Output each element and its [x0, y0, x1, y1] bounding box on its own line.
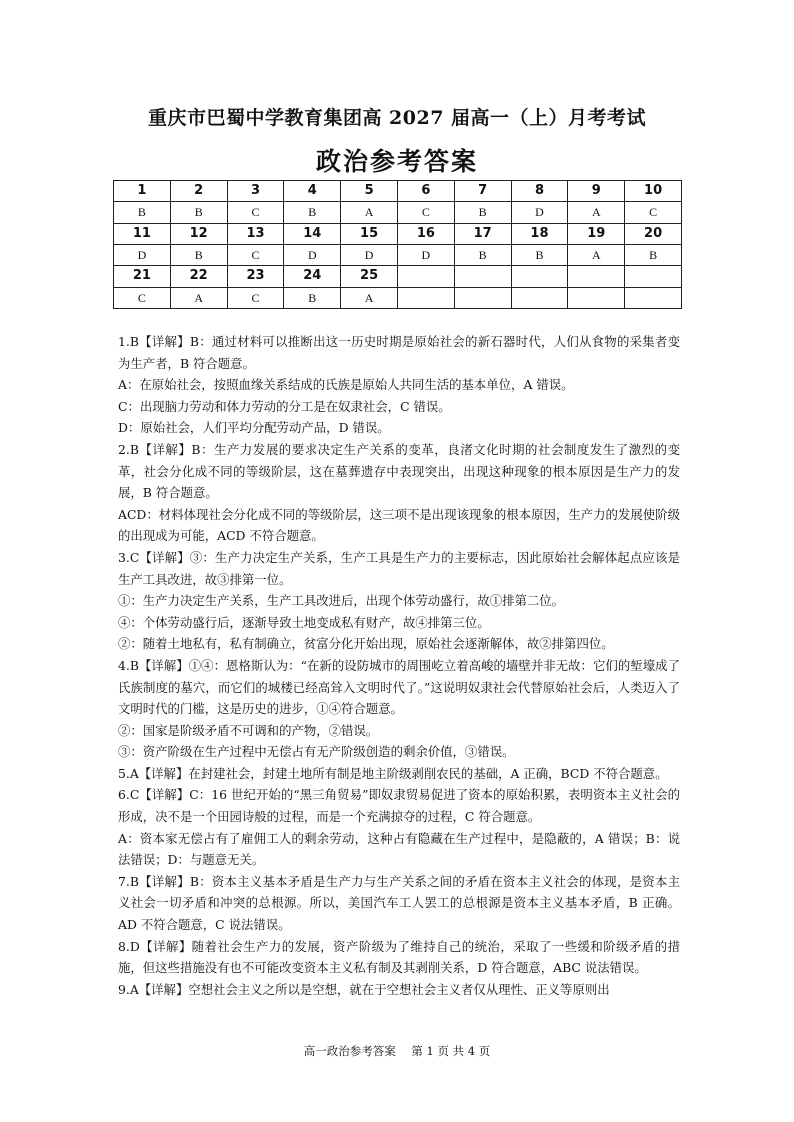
- question-number-cell: 1: [114, 181, 171, 202]
- explanations-section: [118, 331, 680, 1000]
- answer-cell: [625, 287, 682, 308]
- answer-cell: A: [170, 287, 227, 308]
- question-number-cell: 9: [568, 181, 625, 202]
- question-number-cell: 3: [227, 181, 284, 202]
- question-number-cell: 24: [284, 266, 341, 287]
- question-number-cell: 17: [454, 223, 511, 244]
- answer-cell: B: [454, 244, 511, 265]
- answer-cell: [397, 287, 454, 308]
- question-number-cell: [397, 266, 454, 287]
- question-number-cell: 10: [625, 181, 682, 202]
- answer-cell: [511, 287, 568, 308]
- answer-cell: D: [397, 244, 454, 265]
- explanation-paragraph: 8.D【详解】随着社会生产力的发展，资产阶级为了维持自己的统治，采取了一些缓和阶级矛盾的措施，但这些措施没有也不可能改变资本主义私有制及其剥削关系，D 符合题意，ABC 说法错误。: [118, 938, 680, 976]
- answer-cell: B: [284, 202, 341, 223]
- explanation-paragraph: 5.A【详解】在封建社会，封建土地所有制是地主阶级剥削农民的基础，A 正确，BCD 不符合题意。: [118, 765, 668, 781]
- question-number-row: [114, 223, 682, 244]
- explanation-paragraph: D：原始社会，人们平均分配劳动产品，D 错误。: [118, 420, 390, 436]
- answer-cell: C: [114, 287, 171, 308]
- answer-cell: D: [511, 202, 568, 223]
- question-number-cell: 15: [341, 223, 398, 244]
- question-number-cell: 18: [511, 223, 568, 244]
- answer-cell: [454, 287, 511, 308]
- answer-cell: C: [227, 244, 284, 265]
- answer-cell: B: [625, 244, 682, 265]
- question-number-cell: 5: [341, 181, 398, 202]
- question-number-cell: 12: [170, 223, 227, 244]
- question-number-cell: [568, 266, 625, 287]
- explanation-paragraph: 4.B【详解】①④：恩格斯认为：“在新的设防城市的周围屹立着高峻的墙壁并非无故：它们的堑壕成了氏族制度的墓穴，而它们的城楼已经高耸入文明时代了。”这说明奴隶社会代替原始社会后，人类迈入了文明时代的门槛，这是历史的进步，①④符合题意。: [118, 657, 680, 717]
- footer-page-number: 第 1 页 共 4 页: [411, 1044, 491, 1058]
- document-title: 重庆市巴蜀中学教育集团高 2027 届高一（上）月考考试: [147, 107, 647, 129]
- answer-row: [114, 244, 682, 265]
- explanation-paragraph: ②：国家是阶级矛盾不可调和的产物，②错误。: [118, 722, 379, 738]
- explanation-paragraph: ③：资产阶级在生产过程中无偿占有无产阶级创造的剩余价值，③错误。: [118, 744, 515, 760]
- question-number-cell: 16: [397, 223, 454, 244]
- question-number-cell: 23: [227, 266, 284, 287]
- question-number-cell: 20: [625, 223, 682, 244]
- question-number-row: [114, 181, 682, 202]
- question-number-cell: 19: [568, 223, 625, 244]
- question-number-cell: 13: [227, 223, 284, 244]
- answer-cell: C: [625, 202, 682, 223]
- answer-cell: D: [341, 244, 398, 265]
- answer-cell: D: [284, 244, 341, 265]
- answer-cell: B: [170, 202, 227, 223]
- question-number-cell: 22: [170, 266, 227, 287]
- explanation-paragraph: ①：生产力决定生产关系，生产工具改进后，出现个体劳动盛行，故①排第二位。: [118, 593, 565, 609]
- answer-cell: A: [568, 244, 625, 265]
- explanation-paragraph: 1.B【详解】B：通过材料可以推断出这一历史时期是原始社会的新石器时代，人们从食物的采集者变为生产者，B 符合题意。: [118, 334, 680, 371]
- answer-cell: C: [227, 287, 284, 308]
- explanation-paragraph: 6.C【详解】C：16 世纪开始的“黑三角贸易”即奴隶贸易促进了资本的原始积累，表明资本主义社会的形成，决不是一个田园诗般的过程，而是一个充满掠夺的过程，C 符合题意。: [118, 787, 680, 825]
- explanation-paragraph: ④：个体劳动盛行后，逐渐导致土地变成私有财产，故④排第三位。: [118, 614, 490, 630]
- answer-cell: C: [227, 202, 284, 223]
- document-subtitle: 政治参考答案: [315, 147, 478, 176]
- answer-cell: D: [114, 244, 171, 265]
- answer-cell: B: [454, 202, 511, 223]
- question-number-cell: 6: [397, 181, 454, 202]
- question-number-cell: 14: [284, 223, 341, 244]
- question-number-cell: [625, 266, 682, 287]
- answer-cell: B: [170, 244, 227, 265]
- explanation-paragraph: A：资本家无偿占有了雇佣工人的剩余劳动，这种占有隐藏在生产过程中，是隐蔽的，A 错误；B：说法错误；D：与题意无关。: [118, 830, 680, 868]
- answer-cell: [568, 287, 625, 308]
- explanation-paragraph: 3.C【详解】③：生产力决定生产关系，生产工具是生产力的主要标志，因此原始社会解体起点应该是生产工具改进，故③排第一位。: [118, 549, 680, 587]
- answer-cell: B: [511, 244, 568, 265]
- question-number-cell: 11: [114, 223, 171, 244]
- answer-cell: B: [114, 202, 171, 223]
- answer-cell: B: [284, 287, 341, 308]
- answer-cell: A: [341, 287, 398, 308]
- question-number-cell: 21: [114, 266, 171, 287]
- explanation-paragraph: 9.A【详解】空想社会主义之所以是空想，就在于空想社会主义者仅从理性、正义等原则出: [118, 981, 610, 997]
- footer-course: 高一政治参考答案: [303, 1044, 396, 1058]
- answer-table: [113, 180, 682, 309]
- question-number-cell: 2: [170, 181, 227, 202]
- question-number-cell: [454, 266, 511, 287]
- explanation-paragraph: 2.B【详解】B：生产力发展的要求决定生产关系的变革，良渚文化时期的社会制度发生了激烈的变革，社会分化成不同的等级阶层，这在墓葬遗存中表现突出，出现这种现象的根本原因是生产力的发展，B 符合题意。: [118, 441, 680, 501]
- question-number-cell: 4: [284, 181, 341, 202]
- question-number-cell: [511, 266, 568, 287]
- question-number-cell: 25: [341, 266, 398, 287]
- page-footer: [0, 1043, 794, 1059]
- explanation-paragraph: A：在原始社会，按照血缘关系结成的氏族是原始人共同生活的基本单位，A 错误。: [118, 377, 574, 393]
- explanation-paragraph: ACD：材料体现社会分化成不同的等级阶层，这三项不是出现该现象的根本原因，生产力的发展使阶级的出现成为可能，ACD 不符合题意。: [118, 506, 680, 544]
- explanation-paragraph: ②：随着土地私有，私有制确立，贫富分化开始出现，原始社会逐渐解体，故②排第四位。: [118, 636, 614, 652]
- explanation-paragraph: C：出现脑力劳动和体力劳动的分工是在奴隶社会，C 错误。: [118, 398, 451, 414]
- answer-cell: A: [341, 202, 398, 223]
- answer-cell: C: [397, 202, 454, 223]
- answer-row: [114, 202, 682, 223]
- answer-cell: A: [568, 202, 625, 223]
- answer-row: [114, 287, 682, 308]
- question-number-cell: 8: [511, 181, 568, 202]
- question-number-cell: 7: [454, 181, 511, 202]
- explanation-paragraph: 7.B【详解】B：资本主义基本矛盾是生产力与生产关系之间的矛盾在资本主义社会的体现，是资本主义社会一切矛盾和冲突的总根源。所以，美国汽车工人罢工的总根源是资本主义基本矛盾，B 正确。AD 不符合题意，C 说法错误。: [118, 873, 680, 933]
- question-number-row: [114, 266, 682, 287]
